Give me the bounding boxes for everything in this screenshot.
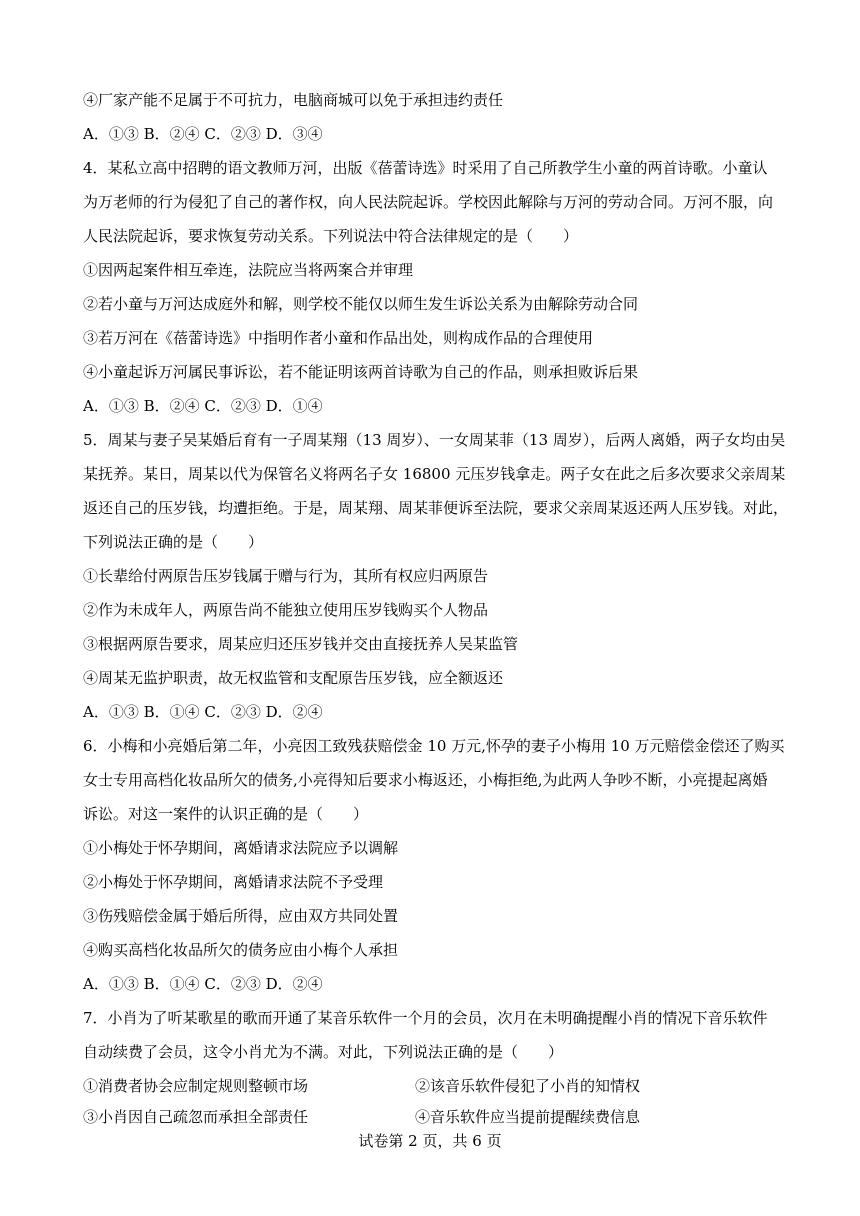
q5-stem-line-3: 返还自己的压岁钱，均遭拒绝。于是，周某翔、周某菲便诉至法院，要求父亲周某返还两人压岁钱。对此， [83, 499, 789, 517]
q6-answer-choices: A．①③ B．①④ C．②③ D．②④ [83, 975, 323, 993]
q3-option-4: ④厂家产能不足属于不可抗力，电脑商城可以免于承担违约责任 [83, 91, 504, 109]
q5-option-4: ④周某无监护职责，故无权监管和支配原告压岁钱，应全额返还 [83, 669, 504, 687]
q5-option-2: ②作为未成年人，两原告尚不能独立使用压岁钱购买个人物品 [83, 601, 489, 619]
q6-stem-line-2: 女士专用高档化妆品所欠的债务,小亮得知后要求小梅返还，小梅拒绝,为此两人争吵不断，小亮提起离婚 [83, 771, 768, 789]
q5-stem-line-1: 5．周某与妻子吴某婚后育有一子周某翔（13 周岁）、一女周某菲（13 周岁），后两人离婚，两子女均由吴 [83, 431, 786, 449]
q5-stem-line-4: 下列说法正确的是（ ） [83, 533, 264, 551]
q7-option-2: ②该音乐软件侵犯了小肖的知情权 [415, 1077, 641, 1095]
q4-stem-line-2: 为万老师的行为侵犯了自己的著作权，向人民法院起诉。学校因此解除与万河的劳动合同。万河不服，向 [83, 193, 774, 211]
q5-answer-choices: A．①③ B．①④ C．②③ D．②④ [83, 703, 323, 721]
q7-option-3: ③小肖因自己疏忽而承担全部责任 [83, 1108, 309, 1126]
q7-stem-line-2: 自动续费了会员，这令小肖尤为不满。对此，下列说法正确的是（ ） [83, 1043, 564, 1061]
q4-option-1: ①因两起案件相互牵连，法院应当将两案合并审理 [83, 261, 414, 279]
q5-option-1: ①长辈给付两原告压岁钱属于赠与行为，其所有权应归两原告 [83, 567, 489, 585]
q7-stem-line-1: 7．小肖为了听某歌星的歌而开通了某音乐软件一个月的会员，次月在未明确提醒小肖的情况下音乐软件 [83, 1009, 768, 1027]
q5-stem-line-2: 某抚养。某日，周某以代为保管名义将两名子女 16800 元压岁钱拿走。两子女在此之后多次要求父亲周某 [83, 465, 786, 483]
q3-answer-choices: A．①③ B．②④ C．②③ D．③④ [83, 125, 323, 143]
q7-option-4: ④音乐软件应当提前提醒续费信息 [415, 1108, 641, 1126]
q6-option-1: ①小梅处于怀孕期间，离婚请求法院应予以调解 [83, 839, 399, 857]
q4-option-3: ③若万河在《蓓蕾诗选》中指明作者小童和作品出处，则构成作品的合理使用 [83, 329, 594, 347]
page-footer: 试卷第 2 页，共 6 页 [358, 1132, 502, 1150]
q4-stem-line-1: 4．某私立高中招聘的语文教师万河，出版《蓓蕾诗选》时采用了自己所教学生小童的两首诗歌。小童认 [83, 159, 768, 177]
q6-stem-line-3: 诉讼。对这一案件的认识正确的是（ ） [83, 805, 369, 823]
q5-option-3: ③根据两原告要求，周某应归还压岁钱并交由直接抚养人吴某监管 [83, 635, 519, 653]
q6-option-4: ④购买高档化妆品所欠的债务应由小梅个人承担 [83, 941, 399, 959]
q4-stem-line-3: 人民法院起诉，要求恢复劳动关系。下列说法中符合法律规定的是（ ） [83, 227, 579, 245]
q4-answer-choices: A．①③ B．②④ C．②③ D．①④ [83, 397, 323, 415]
q6-option-3: ③伤残赔偿金属于婚后所得，应由双方共同处置 [83, 907, 399, 925]
q6-option-2: ②小梅处于怀孕期间，离婚请求法院不予受理 [83, 873, 384, 891]
q4-option-4: ④小童起诉万河属民事诉讼，若不能证明该两首诗歌为自己的作品，则承担败诉后果 [83, 363, 639, 381]
q4-option-2: ②若小童与万河达成庭外和解，则学校不能仅以师生发生诉讼关系为由解除劳动合同 [83, 295, 639, 313]
q7-option-1: ①消费者协会应制定规则整顿市场 [83, 1077, 309, 1095]
q6-stem-line-1: 6．小梅和小亮婚后第二年，小亮因工致残获赔偿金 10 万元,怀孕的妻子小梅用 10 万元赔偿金偿还了购买 [83, 737, 785, 755]
